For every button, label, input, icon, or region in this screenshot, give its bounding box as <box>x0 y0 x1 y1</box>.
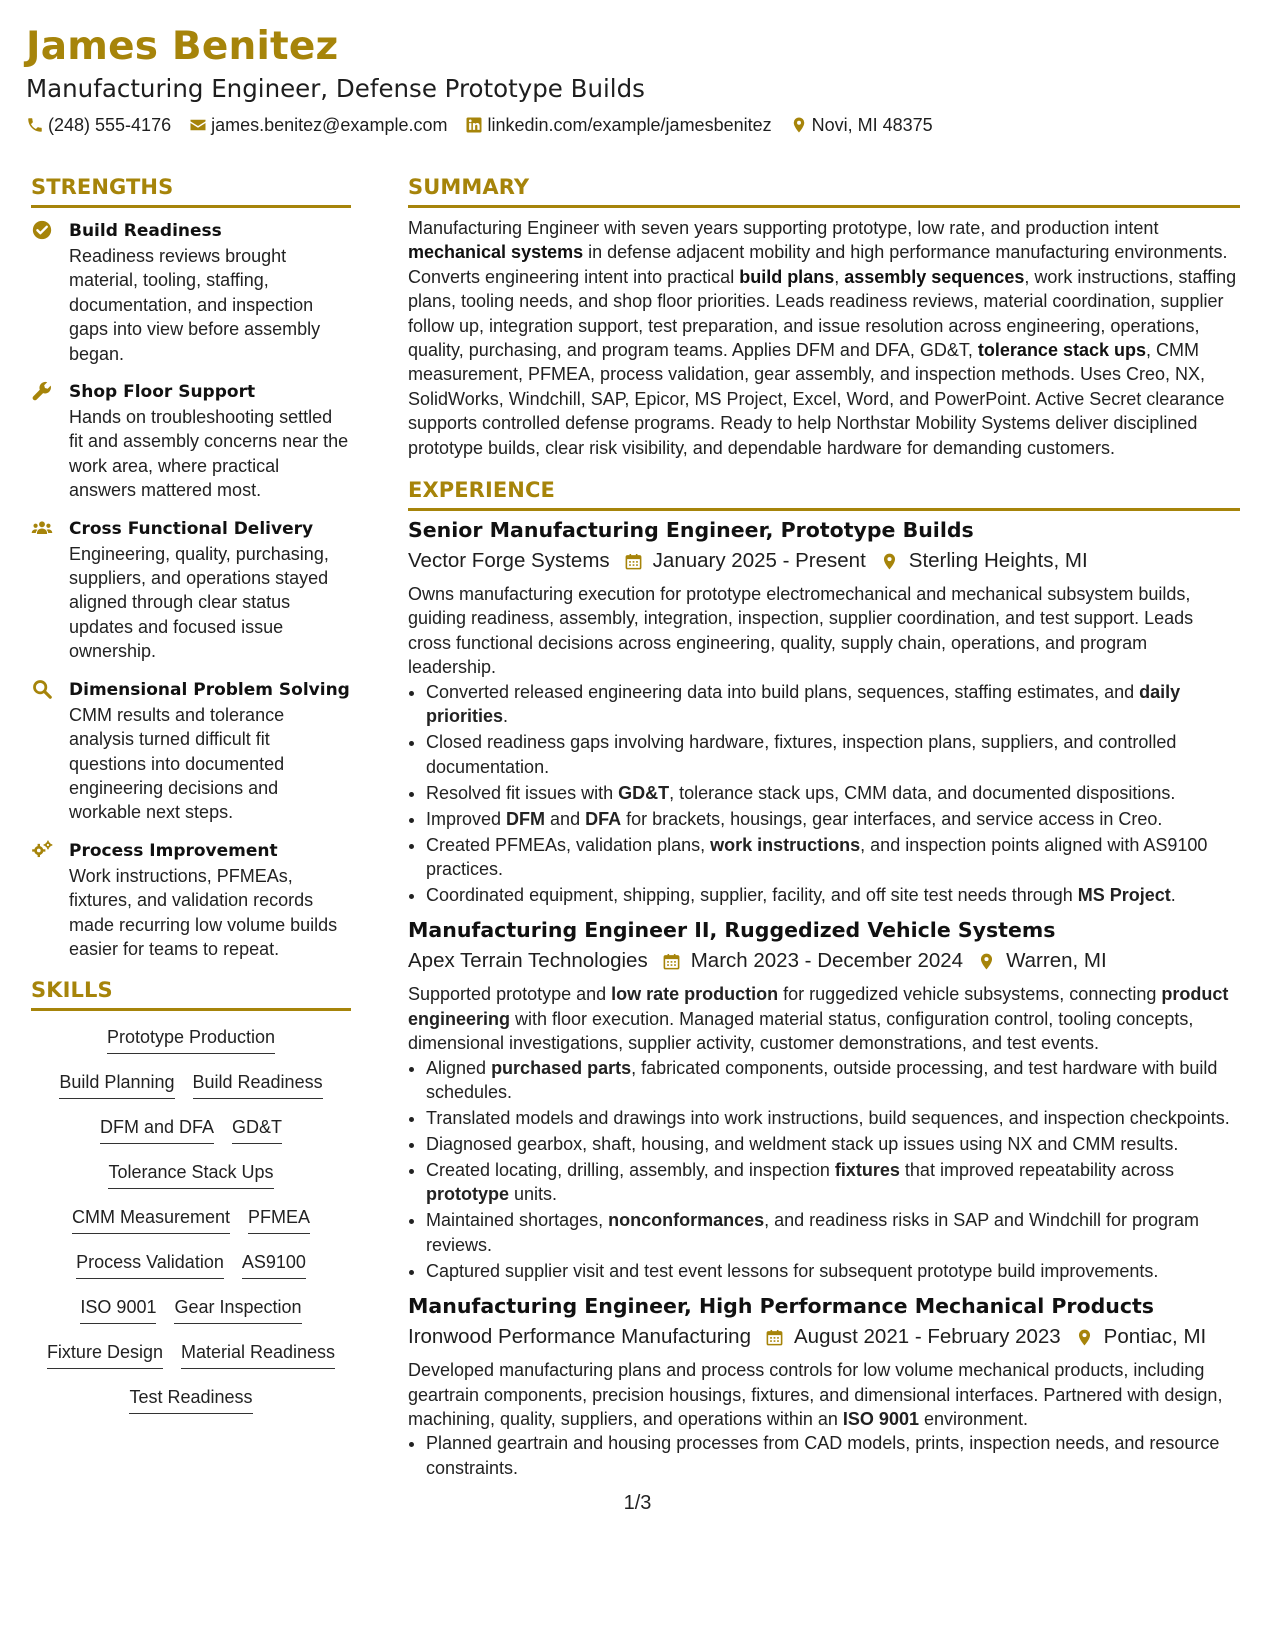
bullet-item <box>426 833 1240 882</box>
bold-keyword: build plans <box>739 266 835 287</box>
calendar-icon <box>624 552 643 571</box>
text-run: Improved <box>426 808 507 829</box>
strength-description: CMM results and tolerance analysis turned difficult fit questions into documented engineering decisions and workable next steps. <box>69 704 285 823</box>
skill-tag: AS9100 <box>242 1250 306 1279</box>
text-run: , <box>834 266 845 287</box>
job-company: Vector Forge Systems <box>408 549 610 573</box>
job-dates: January 2025 - Present <box>652 549 866 573</box>
skill-row <box>31 1205 351 1250</box>
text-run: Planned geartrain and housing processes from CAD models, prints, inspection needs, and resource constraints. <box>426 1433 1220 1478</box>
job-meta <box>408 546 1240 576</box>
contact-linkedin[interactable] <box>465 114 771 136</box>
skill-tag: ISO 9001 <box>80 1295 156 1324</box>
bullet-item <box>426 680 1240 729</box>
experience-list <box>408 515 1240 1480</box>
summary-section <box>408 172 1240 460</box>
job-title: Senior Manufacturing Engineer, Prototype Builds <box>408 518 974 543</box>
job-location: Pontiac, MI <box>1103 1325 1207 1349</box>
text-run: Created locating, drilling, assembly, and inspection <box>426 1159 835 1180</box>
candidate-headline: Manufacturing Engineer, Defense Prototype Builds <box>26 74 645 103</box>
bold-keyword: nonconformances <box>608 1210 765 1231</box>
contact-email[interactable] <box>189 114 447 136</box>
strength-title: Shop Floor Support <box>69 382 256 403</box>
text-run: , tolerance stack ups, CMM data, and documented dispositions. <box>669 782 1176 803</box>
skill-tag: Build Readiness <box>193 1070 323 1099</box>
text-run: Developed manufacturing plans and process controls for low volume mechanical products, including geartrain components, precision housings, fixtures, and dimensional interfaces. Partnered with design, machining, quality, suppliers, and operations within an <box>408 1360 1223 1429</box>
bullet-item <box>426 1106 1240 1130</box>
job-title: Manufacturing Engineer, High Performance Mechanical Products <box>408 1294 1154 1319</box>
bold-keyword: product engineering <box>408 984 1229 1029</box>
experience-heading: EXPERIENCE <box>408 478 555 503</box>
bold-keyword: purchased parts <box>491 1057 632 1078</box>
text-run: Supported prototype and <box>408 984 612 1005</box>
text-run: Captured supplier visit and test event lessons for subsequent prototype build improvements. <box>426 1260 1159 1281</box>
skills-heading: SKILLS <box>31 978 113 1003</box>
text-run: Translated models and drawings into work instructions, build sequences, and inspection checkpoints. <box>426 1107 1230 1128</box>
text-run: Closed readiness gaps involving hardware, fixtures, inspection plans, suppliers, and controlled documentation. <box>426 732 1177 777</box>
gears-icon <box>31 839 53 861</box>
map-pin-icon <box>977 952 996 971</box>
bold-keyword: daily priorities <box>426 681 1181 727</box>
strength-item <box>31 517 351 664</box>
text-run: Coordinated equipment, shipping, supplier, facility, and off site test needs through <box>426 884 1078 905</box>
contact-linkedin-text: linkedin.com/example/jamesbenitez <box>487 115 772 135</box>
bullet-item <box>426 1259 1240 1283</box>
wrench-icon <box>31 380 53 402</box>
calendar-icon <box>662 952 681 971</box>
bold-keyword: MS Project <box>1077 884 1171 905</box>
text-run: , CMM measurement, PFMEA, process validation, gear assembly, and inspection methods. Uses Creo, NX, SolidWorks, Windchill, SAP, Epicor, MS Project, Excel, Word, and PowerPoint. Active Secret clearance supports controlled defense programs. Ready to help Northstar Mobility Systems deliver disciplined prototype builds, clear risk visibility, and dependable hardware for demanding customers. <box>408 340 1225 458</box>
experience-section <box>408 475 1240 1480</box>
job-bullets <box>408 1056 1240 1284</box>
check-circle-icon <box>31 219 53 241</box>
strength-description: Work instructions, PFMEAs, fixtures, and validation records made recurring low volume builds easier for teams to repeat. <box>69 865 338 959</box>
text-run: Resolved fit issues with <box>426 782 619 803</box>
job-description <box>408 582 1240 680</box>
right-column <box>408 172 1240 1482</box>
text-run: for brackets, housings, gear interfaces, and service access in Creo. <box>621 808 1163 829</box>
text-run: Aligned <box>426 1057 492 1078</box>
bold-keyword: mechanical systems <box>408 242 584 263</box>
skill-tag: Fixture Design <box>47 1340 163 1369</box>
map-pin-icon <box>790 116 808 134</box>
bold-keyword: DFM <box>506 808 546 829</box>
strength-description: Engineering, quality, purchasing, suppliers, and operations stayed aligned through clear status updates and focused issue ownership. <box>69 543 329 662</box>
skills-section <box>31 975 351 1430</box>
linkedin-icon <box>465 116 483 134</box>
strengths-section <box>31 172 351 961</box>
skill-row <box>31 1385 351 1430</box>
job-meta <box>408 946 1240 976</box>
text-run: that improved repeatability across <box>899 1159 1175 1180</box>
left-column <box>31 172 351 1430</box>
job-company: Ironwood Performance Manufacturing <box>408 1325 751 1349</box>
text-run: for ruggedized vehicle subsystems, connecting <box>778 984 1162 1005</box>
skill-row <box>31 1115 351 1160</box>
text-run: units. <box>509 1184 558 1205</box>
users-icon <box>31 517 53 539</box>
bullet-item <box>426 781 1240 805</box>
text-run: environment. <box>918 1408 1029 1429</box>
map-pin-icon <box>880 552 899 571</box>
skill-row <box>31 1160 351 1205</box>
resume-header <box>26 22 1251 136</box>
bullet-item <box>426 730 1240 779</box>
text-run: , work instructions, staffing plans, tooling needs, and shop floor priorities. Leads readiness reviews, material coordination, supplier follow up, integration support, test preparation, and issue resolution across engineering, operations, quality, purchasing, and program teams. Applies DFM and DFA, GD&T, <box>408 266 1237 361</box>
strength-description: Readiness reviews brought material, tooling, staffing, documentation, and inspection gaps into view before assembly began. <box>69 246 321 364</box>
text-run: , and inspection points aligned with AS9100 practices. <box>426 834 1208 879</box>
strength-description: Hands on troubleshooting settled fit and assembly concerns near the work area, where practical answers mattered most. <box>69 407 349 501</box>
bold-keyword: assembly sequences <box>844 266 1025 287</box>
bold-keyword: DFA <box>585 808 622 829</box>
job-description <box>408 1358 1240 1431</box>
map-pin-icon <box>1075 1328 1094 1347</box>
bold-keyword: fixtures <box>834 1159 900 1180</box>
contact-phone-text: (248) 555-4176 <box>48 115 172 135</box>
skills-divider <box>31 1008 351 1011</box>
job-dates: March 2023 - December 2024 <box>690 949 964 973</box>
strength-item <box>31 678 351 825</box>
skills-list <box>31 1025 351 1430</box>
skill-tag: GD&T <box>232 1115 282 1144</box>
strengths-divider <box>31 205 351 208</box>
bullet-item <box>426 1056 1240 1105</box>
job-entry <box>408 515 1240 907</box>
job-entry <box>408 1291 1240 1480</box>
bold-keyword: tolerance stack ups <box>977 340 1146 361</box>
skill-tag: DFM and DFA <box>100 1115 214 1144</box>
skill-tag: PFMEA <box>248 1205 310 1234</box>
job-meta <box>408 1322 1240 1352</box>
skill-row <box>31 1025 351 1070</box>
skill-tag: Test Readiness <box>129 1385 252 1414</box>
page-number: 1/3 <box>623 1492 652 1514</box>
summary-divider <box>408 205 1240 208</box>
text-run: Diagnosed gearbox, shaft, housing, and weldment stack up issues using NX and CMM results. <box>426 1133 1179 1154</box>
skill-row <box>31 1070 351 1115</box>
bold-keyword: GD&T <box>618 782 670 803</box>
bold-keyword: work instructions <box>710 834 861 855</box>
search-icon <box>31 678 53 700</box>
bullet-item <box>426 1132 1240 1156</box>
text-run: Converted released engineering data into build plans, sequences, staffing estimates, and <box>426 681 1140 702</box>
skill-tag: Build Planning <box>59 1070 174 1099</box>
job-company: Apex Terrain Technologies <box>408 949 648 973</box>
text-run: . <box>1170 884 1176 905</box>
job-description <box>408 982 1240 1055</box>
strength-item <box>31 380 351 503</box>
contact-location-text: Novi, MI 48375 <box>811 115 933 135</box>
strength-title: Build Readiness <box>69 221 222 241</box>
job-entry <box>408 915 1240 1283</box>
skill-row <box>31 1295 351 1340</box>
strength-title: Cross Functional Delivery <box>69 518 314 539</box>
skill-tag: Tolerance Stack Ups <box>108 1160 273 1189</box>
candidate-name: James Benitez <box>26 24 339 69</box>
calendar-icon <box>765 1328 784 1347</box>
strength-title: Dimensional Problem Solving <box>69 679 350 700</box>
contact-phone <box>26 114 171 136</box>
text-run: , and readiness risks in SAP and Windchill for program reviews. <box>426 1210 1200 1255</box>
job-bullets <box>408 1431 1240 1480</box>
experience-divider <box>408 508 1240 511</box>
bullet-item <box>426 1158 1240 1207</box>
strengths-heading: STRENGTHS <box>31 175 174 199</box>
summary-text <box>408 216 1240 460</box>
contact-email-text: james.benitez@example.com <box>211 115 448 135</box>
skill-row <box>31 1250 351 1295</box>
text-run: Owns manufacturing execution for prototype electromechanical and mechanical subsystem builds, guiding readiness, assembly, integration, inspection, supplier coordination, and test support. Leads cross functional decisions across engineering, quality, supply chain, operations, and program leadership. <box>408 584 1194 678</box>
skill-tag: CMM Measurement <box>72 1205 230 1234</box>
text-run: . <box>503 706 509 727</box>
skill-row <box>31 1340 351 1385</box>
skill-tag: Gear Inspection <box>174 1295 301 1324</box>
phone-icon <box>26 116 44 134</box>
job-dates: August 2021 - February 2023 <box>794 1325 1061 1349</box>
text-run: in defense adjacent mobility and high performance manufacturing environments. Converts engineering intent into practical <box>408 242 1228 287</box>
text-run: , fabricated components, outside processing, and test hardware with build schedules. <box>426 1057 1218 1102</box>
text-run: Manufacturing Engineer with seven years supporting prototype, low rate, and production intent <box>408 218 1159 238</box>
summary-heading: SUMMARY <box>408 175 530 199</box>
text-run: Maintained shortages, <box>426 1210 609 1231</box>
bullet-item <box>426 1431 1240 1480</box>
text-run: with floor execution. Managed material status, configuration control, tooling concepts, dimensional investigations, supplier activity, customer demonstrations, and test events. <box>408 1008 1194 1054</box>
strengths-list <box>31 219 351 961</box>
job-location: Sterling Heights, MI <box>908 549 1088 573</box>
skill-tag: Material Readiness <box>181 1340 335 1369</box>
bullet-item <box>426 807 1240 831</box>
bold-keyword: prototype <box>426 1184 509 1205</box>
job-bullets <box>408 680 1240 908</box>
text-run: Created PFMEAs, validation plans, <box>426 834 711 855</box>
strength-item <box>31 839 351 962</box>
bullet-item <box>426 1208 1240 1257</box>
text-run: and <box>545 808 586 829</box>
bold-keyword: low rate production <box>611 984 779 1005</box>
contact-bar <box>26 114 1251 136</box>
job-location: Warren, MI <box>1006 949 1107 973</box>
contact-location <box>790 114 933 136</box>
skill-tag: Prototype Production <box>107 1025 275 1054</box>
envelope-icon <box>189 116 207 134</box>
bold-keyword: ISO 9001 <box>842 1408 919 1429</box>
strength-title: Process Improvement <box>69 840 278 861</box>
skill-tag: Process Validation <box>76 1250 224 1279</box>
strength-item <box>31 219 351 366</box>
job-title: Manufacturing Engineer II, Ruggedized Vehicle Systems <box>408 918 1056 943</box>
bullet-item <box>426 883 1240 907</box>
